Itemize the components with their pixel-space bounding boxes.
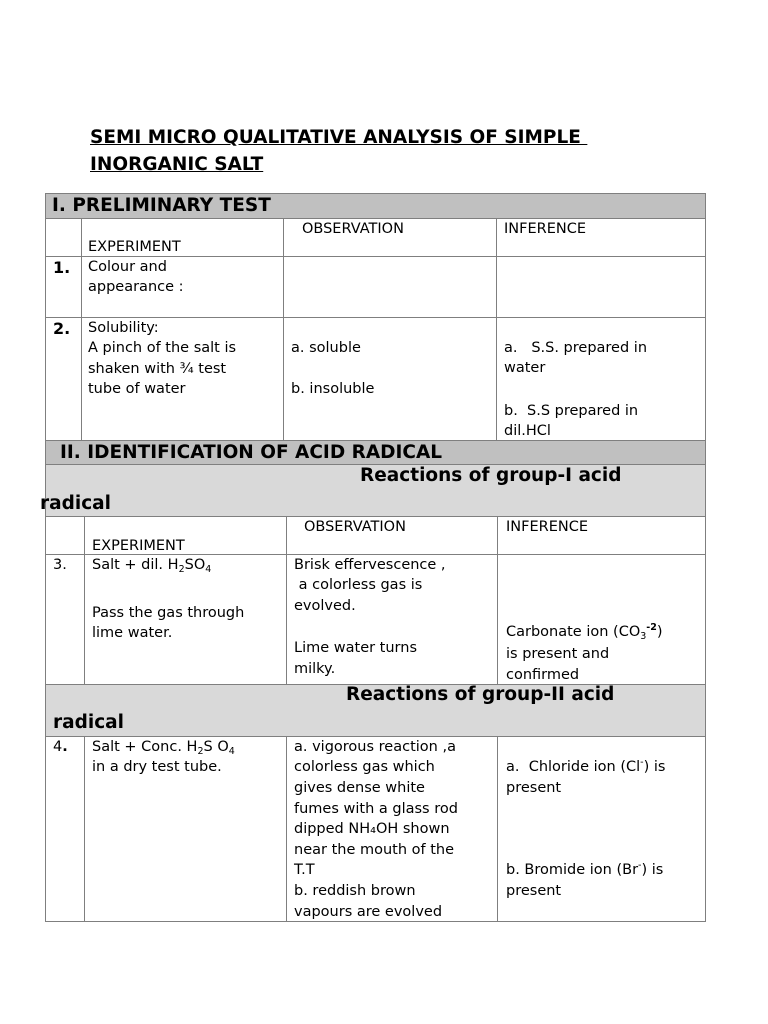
row3-exp-sub: 2 bbox=[178, 564, 185, 575]
row2-inference-line: b. S.S prepared in bbox=[504, 403, 639, 419]
row4-inference-line bbox=[506, 757, 665, 778]
row4-observation-line: fumes with a glass rod bbox=[294, 801, 458, 817]
row4-observation-line: dipped NH₄OH shown bbox=[294, 821, 450, 837]
row3-exp-text: Salt + dil. H bbox=[92, 557, 179, 573]
row4-observation-line: near the mouth of the bbox=[294, 842, 455, 858]
row4-number bbox=[53, 737, 68, 758]
row2-num-cell bbox=[45, 317, 82, 441]
row2-observation-line: b. insoluble bbox=[291, 381, 375, 397]
row4-inf-sup: - bbox=[638, 860, 642, 871]
section-acid-radical-heading bbox=[45, 440, 706, 465]
row4-inf-text: b. Bromide ion (Br bbox=[506, 862, 639, 878]
row4-experiment-line bbox=[92, 737, 235, 758]
row3-inf-text: Carbonate ion (CO bbox=[506, 624, 641, 640]
row3-inf-text: ) bbox=[656, 624, 663, 640]
row3-exp-text: SO bbox=[184, 557, 206, 573]
row1-experiment-line: appearance : bbox=[88, 279, 184, 295]
row2-inference-line: water bbox=[504, 360, 546, 376]
row4-number-digit: 4 bbox=[53, 739, 63, 755]
row3-inference-line: is present and bbox=[506, 646, 610, 662]
observation-header-label: OBSERVATION bbox=[302, 221, 404, 237]
row2-observation-cell bbox=[283, 317, 497, 441]
row3-experiment-cell bbox=[84, 554, 287, 685]
row3-observation-cell bbox=[286, 554, 498, 685]
row2-inference-line: dil.HCl bbox=[504, 423, 551, 439]
experiment-header-label: EXPERIMENT bbox=[92, 538, 185, 554]
row4-observation-line: vapours are evolved bbox=[294, 904, 443, 920]
row3-inf-sup: -2 bbox=[646, 622, 657, 633]
group2-heading-line2: radical bbox=[53, 712, 124, 733]
row4-observation-line: a. vigorous reaction ,a bbox=[294, 739, 456, 755]
row1-observation-cell bbox=[283, 256, 497, 318]
inference-header-label: INFERENCE bbox=[506, 519, 588, 535]
row4-inference-line: present bbox=[506, 780, 562, 796]
row3-observation-line: evolved. bbox=[294, 598, 356, 614]
row4-exp-sub: 4 bbox=[228, 746, 235, 757]
row2-experiment-cell bbox=[81, 317, 284, 441]
row2-inference-cell bbox=[496, 317, 706, 441]
row2-experiment-line: shaken with ¾ test bbox=[88, 361, 227, 377]
s1-num-header bbox=[45, 218, 82, 257]
row4-inference-line: present bbox=[506, 883, 562, 899]
row4-exp-text: S O bbox=[203, 739, 229, 755]
row4-inference-cell bbox=[497, 736, 706, 922]
row3-num-cell bbox=[45, 554, 85, 685]
row3-inference-line: confirmed bbox=[506, 667, 580, 683]
row4-inf-sup: - bbox=[640, 757, 644, 768]
section-preliminary-heading bbox=[45, 193, 706, 219]
s2-observation-header bbox=[286, 516, 498, 555]
group2-heading-line1: Reactions of group-II acid bbox=[346, 684, 615, 705]
inference-header-label: INFERENCE bbox=[504, 221, 586, 237]
row2-inference-line: a. S.S. prepared in bbox=[504, 340, 648, 356]
experiment-header-label: EXPERIMENT bbox=[88, 239, 181, 255]
row4-inf-text: ) is bbox=[643, 759, 666, 775]
observation-header-label: OBSERVATION bbox=[304, 519, 406, 535]
s1-inference-header bbox=[496, 218, 706, 257]
row4-exp-sub: 2 bbox=[197, 746, 204, 757]
row1-num-cell bbox=[45, 256, 82, 318]
s2-inference-header bbox=[497, 516, 706, 555]
document-title bbox=[90, 124, 650, 178]
row2-number: 2. bbox=[53, 319, 71, 338]
s1-observation-header bbox=[283, 218, 497, 257]
row3-experiment-line: Pass the gas through bbox=[92, 605, 245, 621]
section-heading-text: II. IDENTIFICATION OF ACID RADICAL bbox=[60, 442, 443, 463]
row3-exp-sub: 4 bbox=[205, 564, 212, 575]
row1-experiment-cell bbox=[81, 256, 284, 318]
row4-number-dot: . bbox=[62, 739, 68, 755]
row4-observation-line: gives dense white bbox=[294, 780, 425, 796]
title-line-1: SEMI MICRO QUALITATIVE ANALYSIS OF SIMPLE bbox=[90, 127, 588, 148]
row4-inf-text: a. Chloride ion (Cl bbox=[506, 759, 641, 775]
row4-observation-line: T.T bbox=[294, 862, 315, 878]
row4-observation-line: b. reddish brown bbox=[294, 883, 416, 899]
row4-inf-text: ) is bbox=[641, 862, 664, 878]
row3-observation-line: Brisk effervescence , bbox=[294, 557, 446, 573]
row4-observation-line: colorless gas which bbox=[294, 759, 435, 775]
row3-experiment-line: lime water. bbox=[92, 625, 173, 641]
row3-inference-cell bbox=[497, 554, 706, 685]
row4-inference-line bbox=[506, 860, 663, 881]
row3-inference-line bbox=[506, 622, 663, 643]
row2-experiment-line: Solubility: bbox=[88, 320, 159, 336]
row2-experiment-line: A pinch of the salt is bbox=[88, 340, 237, 356]
row3-observation-line: a colorless gas is bbox=[294, 577, 423, 593]
group1-heading-line2: radical bbox=[40, 493, 111, 514]
group1-heading-line1: Reactions of group-I acid bbox=[360, 465, 622, 486]
row1-experiment-line: Colour and bbox=[88, 259, 167, 275]
section-heading-text: I. PRELIMINARY TEST bbox=[52, 195, 271, 216]
row4-experiment-cell bbox=[84, 736, 287, 922]
row1-number: 1. bbox=[53, 258, 71, 277]
row3-observation-line: milky. bbox=[294, 661, 336, 677]
row3-inf-sub: 3 bbox=[640, 631, 647, 642]
row2-experiment-line: tube of water bbox=[88, 381, 186, 397]
row4-num-cell bbox=[45, 736, 85, 922]
row3-observation-line: Lime water turns bbox=[294, 640, 418, 656]
row3-number: 3. bbox=[53, 557, 67, 573]
row4-observation-cell bbox=[286, 736, 498, 922]
row4-experiment-line: in a dry test tube. bbox=[92, 759, 222, 775]
title-line-2: INORGANIC SALT bbox=[90, 154, 264, 175]
s2-num-header bbox=[45, 516, 85, 555]
row2-observation-line: a. soluble bbox=[291, 340, 361, 356]
row3-experiment-line bbox=[92, 555, 211, 576]
s1-experiment-header bbox=[81, 218, 284, 257]
s2-experiment-header bbox=[84, 516, 287, 555]
row4-exp-text: Salt + Conc. H bbox=[92, 739, 198, 755]
row1-inference-cell bbox=[496, 256, 706, 318]
